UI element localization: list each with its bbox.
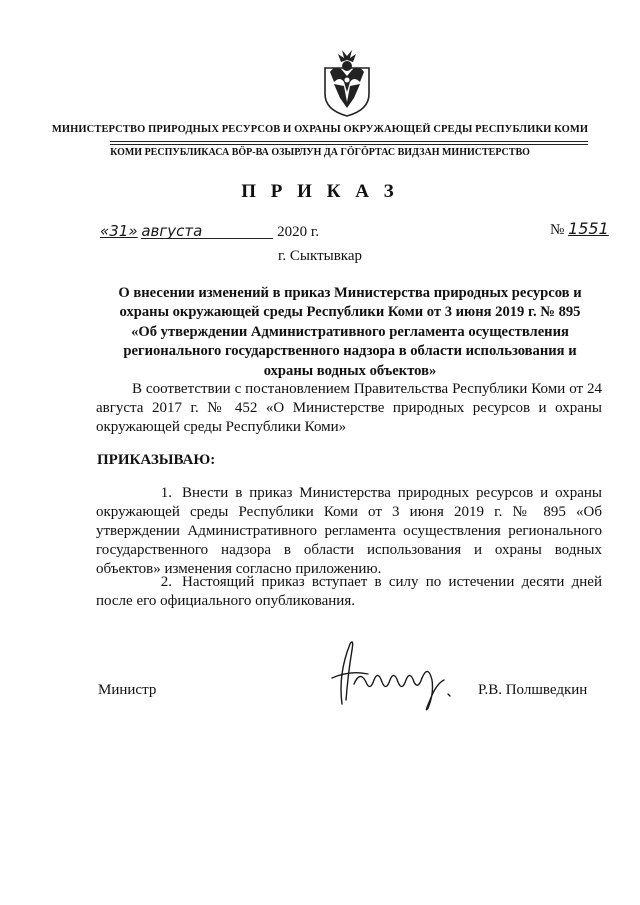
- header-rule-thin: [110, 144, 588, 145]
- date-year: 2020 г.: [277, 224, 320, 240]
- number-prefix: №: [550, 222, 565, 238]
- header-rule-thick: [110, 141, 588, 142]
- document-number: [550, 219, 609, 239]
- item-text: Настоящий приказ вступает в силу по истечении десяти дней после его официального опубликования.: [96, 574, 602, 609]
- document-title: П Р И К А З: [241, 181, 399, 202]
- heading-line: регионального государственного надзора в области использования и: [123, 343, 577, 360]
- handwritten-signature-icon: [320, 634, 470, 714]
- item-number: 1.: [160, 485, 172, 501]
- ministry-name-ru: МИНИСТЕРСТВО ПРИРОДНЫХ РЕСУРСОВ И ОХРАНЫ ОКРУЖАЮЩЕЙ СРЕДЫ РЕСПУБЛИКИ КОМИ: [51, 124, 589, 135]
- heading-line: О внесении изменений в приказ Министерства природных ресурсов и: [118, 285, 582, 301]
- item-text: Внести в приказ Министерства природных ресурсов и охраны окружающей среды Республики Коми от 3 июня 2019 г. № 895 «Об утверждении Административного регламента осуществления регионального государственного надзора в области использования и охраны водных объектов» изменения согласно приложению.: [96, 485, 602, 577]
- document-city: г. Сыктывкар: [277, 248, 363, 264]
- heading-line: охраны окружающей среды Республики Коми от 3 июня 2019 г. № 895: [119, 304, 581, 321]
- document-date: [100, 222, 319, 241]
- order-item: [96, 573, 602, 611]
- number-value: 1551: [568, 219, 609, 238]
- order-word: ПРИКАЗЫВАЮ:: [97, 452, 216, 468]
- heading-line: «Об утверждении Административного регламента осуществления: [131, 323, 569, 340]
- date-day: «31»: [100, 222, 138, 240]
- ministry-name-komi: КОМИ РЕСПУБЛИКАСА ВӦР-ВА ОЗЫРЛУН ДА ГӦГӦРТАС ВИДЗАН МИНИСТЕРСТВО: [110, 147, 530, 158]
- document-heading: [100, 284, 600, 381]
- heading-line: охраны водных объектов»: [263, 362, 437, 379]
- signatory-name: Р.В. Полшведкин: [478, 682, 588, 698]
- order-item: [96, 484, 602, 579]
- date-month: августа: [141, 224, 273, 239]
- preamble-paragraph: В соответствии с постановлением Правительства Республики Коми от 24 августа 2017 г. № 452 «О Министерстве природных ресурсов и охраны окружающей среды Республики Коми»: [96, 381, 602, 435]
- signatory-role: Министр: [98, 682, 157, 698]
- coat-of-arms-icon: [322, 46, 372, 118]
- item-number: 2.: [160, 574, 172, 590]
